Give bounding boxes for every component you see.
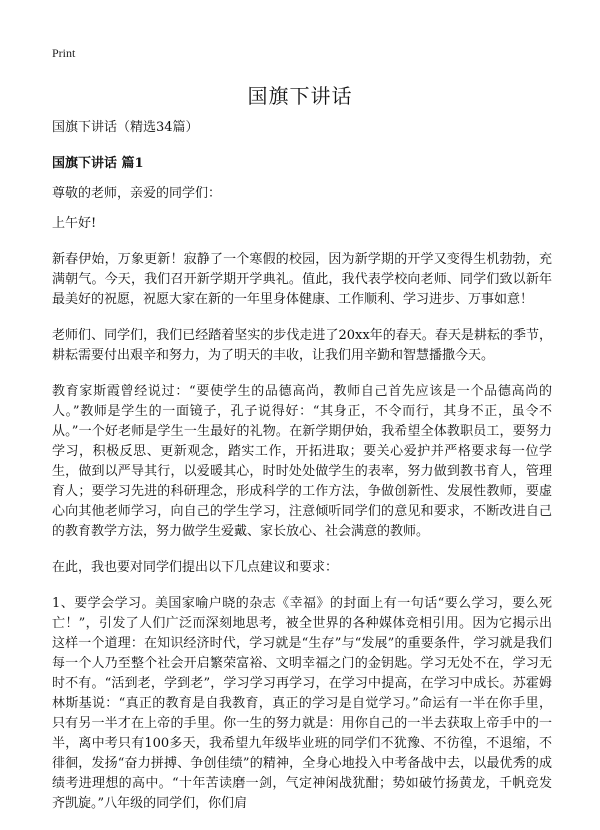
paragraph-opening: 新春伊始，万象更新！寂静了一个寒假的校园，因为新学期的开学又变得生机勃勃，充满朝气。今天，我们召开新学期开学典礼。值此，我代表学校向老师、同学们致以新年最美好的祝愿，祝愿大家在新的一年里身体健康、工作顺利、学习进步、万事如意！ — [52, 252, 552, 307]
paragraph-learning: 1、要学会学习。美国家喻户晓的杂志《幸福》的封面上有一句话“要么学习，要么死亡！”，引发了人们广泛而深刻地思考，被全世界的各种媒体竞相引用。因为它揭示出这样一个道理：在知识经济时代，学习就是“生存”与“发展”的重要条件，学习就是我们每一个人乃至整个社会开启繁荣富裕、文明幸福之门的金钥匙。学习无处不在，学习无时不有。“活到老，学到老”，学习学习再学习，在学习中提高，在学习中成长。苏霍姆林斯基说：“真正的教育是自我教育，真正的学习是自觉学习。”命运有一半在你手里，只有另一半才在上帝的手里。你一生的努力就是：用你自己的一半去获取上帝手中的一半，离中考只有100多天，我希望九年级毕业班的同学们不犹豫、不彷徨，不退缩，不徘徊，发扬“奋力拼搏、争创佳绩”的精神，全身心地投入中考备战中去，以最优秀的成绩考进理想的高中。“十年苦读磨一剑，气定神闲战犹酣；势如破竹扬黄龙，千帆竞发齐凯旋。”八年级的同学们，你们肩 — [52, 596, 552, 811]
page-title: 国旗下讲话 — [247, 84, 353, 108]
paragraph-spring: 老师们、同学们，我们已经踏着坚实的步伐走进了20xx年的春天。春天是耕耘的季节，耕耘需要付出艰辛和努力，为了明天的丰收，让我们用辛勤和智慧播撒今天。 — [52, 328, 552, 363]
document-body — [52, 118, 552, 830]
paragraph-teachers: 教育家斯霞曾经说过：“要使学生的品德高尚，教师自己首先应该是一个品德高尚的人。”教师是学生的一面镜子，孔子说得好：“其身正，不令而行，其身不正，虽令不从。”一个好老师是学生一生最好的礼物。在新学期伊始，我希望全体教职员工，要努力学习，积极反思、更新观念，踏实工作，开拓进取；要关心爱护并严格要求每一位学生，做到以严导其行，以爱暖其心，时时处处做学生的表率，努力做到教书育人，管理育人；要学习先进的科研理念，形成科学的工作方法，争做创新性、发展性教师，要虚心向其他老师学习，向自己的学生学习，注意倾听同学们的意见和要求，不断改进自己的教育教学方法，努力做学生爱戴、家长放心、社会满意的教师。 — [52, 384, 552, 539]
section-heading: 国旗下讲话 篇1 — [52, 156, 144, 171]
document-subtitle: 国旗下讲话（精选34篇） — [52, 120, 199, 135]
greeting: 上午好! — [52, 216, 97, 231]
print-link[interactable]: Print — [52, 46, 76, 60]
salutation: 尊敬的老师，亲爱的同学们： — [52, 186, 222, 201]
paragraph-intro-requests: 在此，我也要对同学们提出以下几点建议和要求： — [52, 560, 339, 575]
